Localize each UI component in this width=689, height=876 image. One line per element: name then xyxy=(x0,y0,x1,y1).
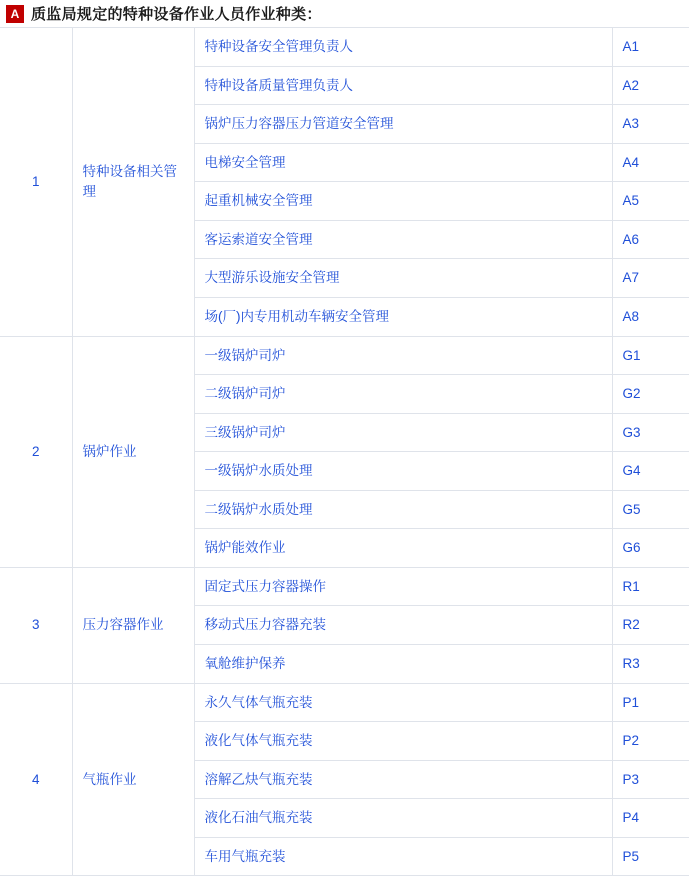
occupation-code-cell: A5 xyxy=(612,182,689,221)
occupation-code-cell: P5 xyxy=(612,837,689,876)
page-title: 质监局规定的特种设备作业人员作业种类： xyxy=(31,6,322,23)
occupation-name-cell: 三级锅炉司炉 xyxy=(194,413,612,452)
occupation-code-cell: A8 xyxy=(612,297,689,336)
occupation-name-cell: 锅炉能效作业 xyxy=(194,529,612,568)
occupation-category-table xyxy=(0,28,689,876)
occupation-name-cell: 一级锅炉司炉 xyxy=(194,336,612,375)
occupation-name-cell: 二级锅炉水质处理 xyxy=(194,490,612,529)
occupation-name-cell: 一级锅炉水质处理 xyxy=(194,452,612,491)
occupation-name-cell: 大型游乐设施安全管理 xyxy=(194,259,612,298)
occupation-code-cell: G1 xyxy=(612,336,689,375)
occupation-name-cell: 移动式压力容器充装 xyxy=(194,606,612,645)
occupation-code-cell: A7 xyxy=(612,259,689,298)
table-row xyxy=(0,683,689,722)
occupation-name-cell: 氧舱维护保养 xyxy=(194,645,612,684)
category-cell: 特种设备相关管理 xyxy=(72,28,194,336)
occupation-code-cell: G3 xyxy=(612,413,689,452)
row-index-cell: 4 xyxy=(0,683,72,876)
occupation-code-cell: A6 xyxy=(612,220,689,259)
occupation-name-cell: 电梯安全管理 xyxy=(194,143,612,182)
occupation-name-cell: 液化石油气瓶充装 xyxy=(194,799,612,838)
occupation-code-cell: P1 xyxy=(612,683,689,722)
table-row xyxy=(0,28,689,66)
page-title-bar xyxy=(0,0,689,28)
occupation-code-cell: G2 xyxy=(612,375,689,414)
row-index-cell: 1 xyxy=(0,28,72,336)
occupation-name-cell: 二级锅炉司炉 xyxy=(194,375,612,414)
occupation-code-cell: G6 xyxy=(612,529,689,568)
row-index-cell: 3 xyxy=(0,567,72,683)
table-row xyxy=(0,567,689,606)
occupation-code-cell: A2 xyxy=(612,66,689,105)
occupation-name-cell: 永久气体气瓶充装 xyxy=(194,683,612,722)
occupation-code-cell: P4 xyxy=(612,799,689,838)
table-row xyxy=(0,336,689,375)
occupation-code-cell: R3 xyxy=(612,645,689,684)
occupation-name-cell: 客运索道安全管理 xyxy=(194,220,612,259)
occupation-code-cell: A3 xyxy=(612,105,689,144)
occupation-name-cell: 起重机械安全管理 xyxy=(194,182,612,221)
occupation-code-cell: A1 xyxy=(612,28,689,66)
occupation-code-cell: A4 xyxy=(612,143,689,182)
row-index-cell: 2 xyxy=(0,336,72,567)
occupation-code-cell: G5 xyxy=(612,490,689,529)
section-badge: A xyxy=(6,5,24,23)
occupation-name-cell: 车用气瓶充装 xyxy=(194,837,612,876)
occupation-code-cell: P3 xyxy=(612,760,689,799)
occupation-code-cell: R1 xyxy=(612,567,689,606)
occupation-name-cell: 锅炉压力容器压力管道安全管理 xyxy=(194,105,612,144)
occupation-name-cell: 特种设备质量管理负责人 xyxy=(194,66,612,105)
occupation-name-cell: 场(厂)内专用机动车辆安全管理 xyxy=(194,297,612,336)
occupation-code-cell: P2 xyxy=(612,722,689,761)
occupation-name-cell: 固定式压力容器操作 xyxy=(194,567,612,606)
category-cell: 气瓶作业 xyxy=(72,683,194,876)
occupation-name-cell: 溶解乙炔气瓶充装 xyxy=(194,760,612,799)
occupation-code-cell: G4 xyxy=(612,452,689,491)
category-cell: 压力容器作业 xyxy=(72,567,194,683)
occupation-name-cell: 液化气体气瓶充装 xyxy=(194,722,612,761)
category-cell: 锅炉作业 xyxy=(72,336,194,567)
occupation-name-cell: 特种设备安全管理负责人 xyxy=(194,28,612,66)
occupation-code-cell: R2 xyxy=(612,606,689,645)
